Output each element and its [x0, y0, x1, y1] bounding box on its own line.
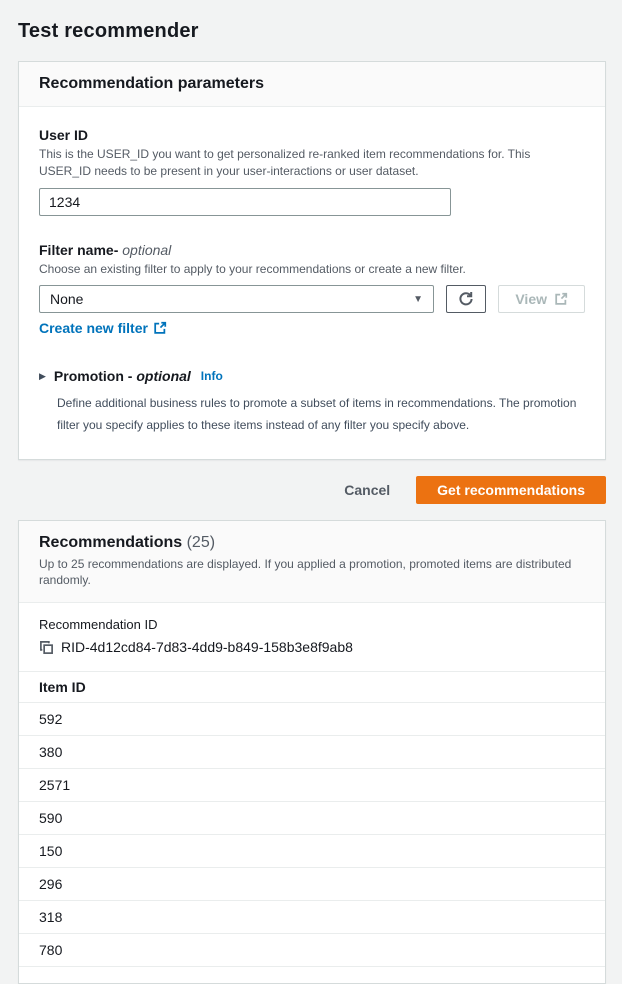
- filter-name-label: [39, 242, 585, 258]
- recommendation-parameters-card: [18, 61, 606, 460]
- copy-button[interactable]: [39, 640, 54, 655]
- recommendation-id-value: RID-4d12cd84-7d83-4dd9-b849-158b3e8f9ab8: [61, 639, 353, 656]
- user-id-field: [39, 127, 585, 216]
- filter-select[interactable]: [39, 285, 434, 313]
- refresh-button[interactable]: [446, 285, 486, 313]
- external-link-icon: [554, 292, 568, 306]
- create-new-filter-label: Create new filter: [39, 320, 148, 337]
- recommendation-parameters-header: [19, 62, 605, 107]
- recommendation-id-label: Recommendation ID: [39, 617, 158, 633]
- refresh-icon: [458, 291, 474, 307]
- view-button-label: View: [515, 291, 547, 308]
- table-row: [19, 934, 605, 967]
- promotion-expander-header[interactable]: [39, 368, 585, 384]
- recommendations-table: [19, 671, 605, 983]
- form-actions: [18, 476, 606, 504]
- user-id-label: User ID: [39, 127, 89, 143]
- promotion-title-text: Promotion -: [53, 368, 133, 385]
- promotion-title: [54, 368, 191, 384]
- table-row: [19, 802, 605, 835]
- item-id-cell: 2571: [39, 777, 71, 794]
- cancel-button[interactable]: Cancel: [344, 481, 391, 498]
- recommendations-title-text: Recommendations: [39, 533, 183, 551]
- recommendations-title: [39, 534, 585, 552]
- item-id-cell: 318: [39, 909, 63, 926]
- table-row: [19, 868, 605, 901]
- view-filter-button[interactable]: [498, 285, 585, 313]
- item-id-cell: 780: [39, 942, 63, 959]
- filter-controls-row: [39, 285, 585, 313]
- item-id-column-header: Item ID: [19, 672, 605, 703]
- table-row: [19, 703, 605, 736]
- chevron-down-icon: ▼: [413, 293, 424, 305]
- external-link-icon: [153, 321, 167, 335]
- item-id-cell: 296: [39, 876, 63, 893]
- create-new-filter-link[interactable]: [39, 320, 167, 336]
- user-id-description: This is the USER_ID you want to get personalized re-ranked item recommendations for. This USER_ID needs to be present in your user-interactions or user dataset.: [39, 147, 531, 179]
- recommendations-description: Up to 25 recommendations are displayed. If you applied a promotion, promoted items are distributed randomly.: [39, 556, 572, 588]
- item-id-cell: 150: [39, 843, 63, 860]
- recommendation-id-block: [19, 603, 605, 671]
- promotion-optional-text: optional: [136, 368, 191, 385]
- filter-name-label-text: Filter name-: [39, 241, 119, 258]
- expand-arrow-icon: ▶: [39, 370, 46, 381]
- page-title: Test recommender: [18, 20, 199, 42]
- recommendations-header: [19, 521, 605, 604]
- filter-name-field: [39, 242, 585, 338]
- recommendations-count: (25): [186, 533, 216, 551]
- item-id-cell: 590: [39, 810, 63, 827]
- promotion-info-link[interactable]: Info: [200, 369, 223, 384]
- recommendation-parameters-body: [19, 107, 605, 459]
- table-row: [19, 967, 605, 983]
- user-id-input[interactable]: [39, 188, 451, 216]
- promotion-expander: [39, 368, 585, 436]
- table-row: [19, 736, 605, 769]
- get-recommendations-button[interactable]: Get recommendations: [416, 476, 606, 504]
- table-row: [19, 835, 605, 868]
- filter-name-optional-text: optional: [122, 241, 172, 258]
- recommendation-parameters-title: Recommendation parameters: [39, 75, 264, 92]
- table-row: [19, 901, 605, 934]
- item-id-cell: 592: [39, 711, 63, 728]
- table-row: [19, 769, 605, 802]
- recommendations-card: [18, 520, 606, 984]
- promotion-description: Define additional business rules to promote a subset of items in recommendations. The promotion filter you specify applies to these items instead of any filter you specify above.: [57, 396, 577, 433]
- item-id-cell: 380: [39, 744, 63, 761]
- copy-icon: [39, 640, 54, 655]
- recommendation-id-row: [39, 639, 585, 655]
- filter-select-value: None: [50, 291, 84, 308]
- filter-name-description: Choose an existing filter to apply to your recommendations or create a new filter.: [39, 261, 466, 276]
